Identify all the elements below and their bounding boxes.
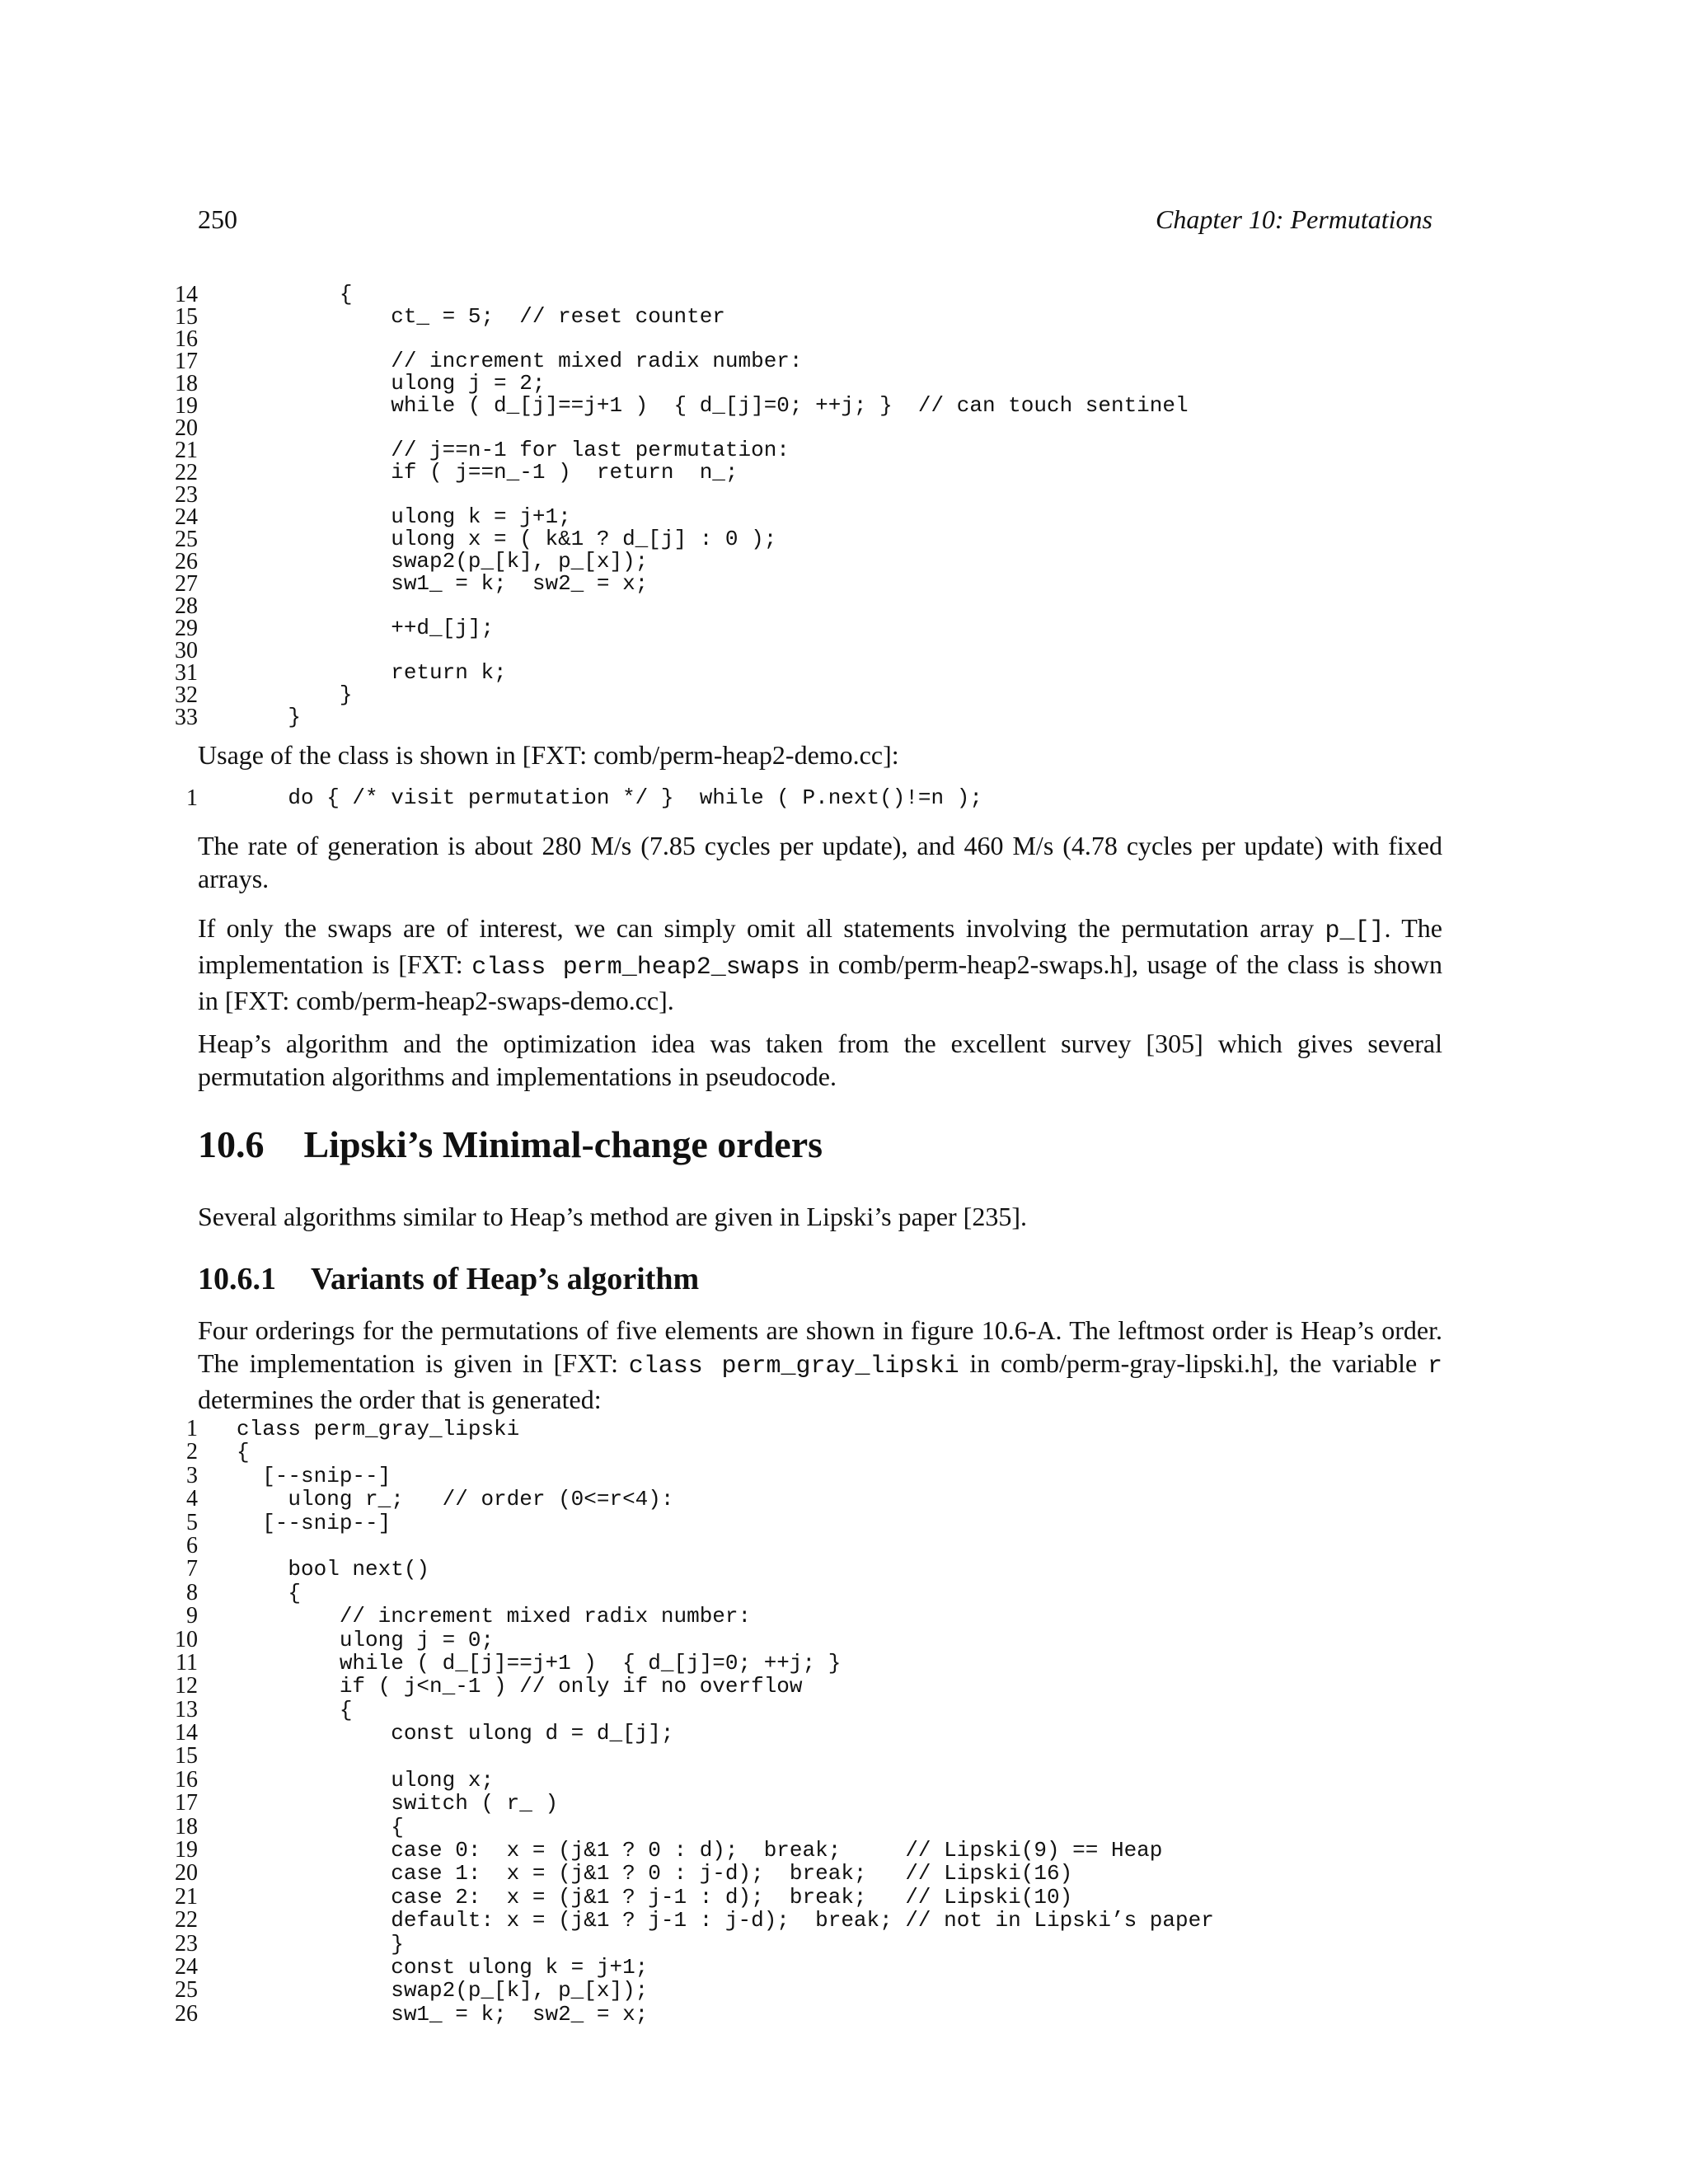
- code-line: [165, 1979, 1451, 2002]
- code-line: [165, 1696, 1451, 1722]
- code-text: ulong j = 2;: [237, 371, 546, 396]
- code-line: [165, 1579, 1451, 1605]
- line-number: 20: [175, 1860, 198, 1886]
- line-number: 21: [175, 438, 198, 463]
- line-number: 33: [175, 705, 198, 730]
- swaps-text-a: If only the swaps are of interest, we can simply omit all statements involving the permutation array: [198, 913, 1325, 943]
- line-number: 16: [175, 326, 198, 352]
- section-heading: [198, 1122, 823, 1166]
- code-line: [165, 1418, 1451, 1441]
- swaps-text-b: . The implementation is [FXT:: [198, 913, 1443, 979]
- variants-text-a: Four orderings for the permutations of five elements are shown in figure 10.6-A. The leftmost order is Heap’s order. The implementation is given in [FXT:: [198, 1315, 1442, 1378]
- line-number: 1: [186, 785, 198, 811]
- code-line: [165, 417, 1451, 439]
- code-text: {: [237, 282, 353, 307]
- code-line: [165, 640, 1451, 662]
- code-text: case 0: x = (j&1 ? 0 : d); break; // Lipski(9) == Heap: [237, 1838, 1163, 1863]
- code-text: sw1_ = k; sw2_ = x;: [237, 571, 649, 596]
- code-line: [165, 1813, 1451, 1840]
- line-number: 22: [175, 1907, 198, 1933]
- usage-code-listing: [165, 785, 1451, 811]
- code-text: ulong k = j+1;: [237, 504, 571, 529]
- swaps-code-b: class perm_heap2_swaps: [471, 954, 800, 982]
- code-text: // increment mixed radix number:: [237, 349, 803, 373]
- code-line: [165, 1626, 1451, 1652]
- code-line: [165, 551, 1451, 573]
- section-intro: Several algorithms similar to Heap’s method are given in Lipski’s paper [235].: [198, 1202, 1027, 1231]
- line-number: 25: [175, 527, 198, 552]
- code-line: [165, 2000, 1451, 2027]
- code-text: const ulong d = d_[j];: [237, 1721, 674, 1746]
- code-line: [165, 1722, 1451, 1745]
- page-number: 250: [198, 204, 237, 234]
- line-number: 23: [175, 482, 198, 508]
- code-line: [165, 1953, 1451, 1980]
- code-text: // j==n-1 for last permutation:: [237, 438, 790, 462]
- code-text: swap2(p_[k], p_[x]);: [237, 549, 649, 574]
- line-number: 9: [186, 1603, 198, 1629]
- line-number: 16: [175, 1766, 198, 1793]
- subsection-title: Variants of Heap’s algorithm: [311, 1262, 700, 1296]
- line-number: 24: [175, 1953, 198, 1980]
- code-text: default: x = (j&1 ? j-1 : j-d); break; // not in Lipski’s paper: [237, 1908, 1214, 1933]
- code-text: {: [237, 1440, 250, 1465]
- code-text: sw1_ = k; sw2_ = x;: [237, 2001, 649, 2027]
- code-text: if ( j==n_-1 ) return n_;: [237, 460, 738, 485]
- line-number: 18: [175, 371, 198, 396]
- code-line: [165, 306, 1451, 328]
- code-text: }: [237, 705, 302, 729]
- line-number: 30: [175, 638, 198, 663]
- usage-paragraph: Usage of the class is shown in [FXT: comb/perm-heap2-demo.cc]:: [198, 740, 899, 770]
- line-number: 13: [175, 1696, 198, 1722]
- code-text: if ( j<n_-1 ) // only if no overflow: [237, 1674, 803, 1699]
- code-text: swap2(p_[k], p_[x]);: [237, 1978, 649, 2004]
- code-text: ulong x;: [237, 1767, 495, 1793]
- code-text: class perm_gray_lipski: [237, 1417, 520, 1441]
- line-number: 20: [175, 415, 198, 441]
- code-text: case 1: x = (j&1 ? 0 : j-d); break; // Lipski(16): [237, 1861, 1073, 1886]
- line-number: 15: [175, 304, 198, 330]
- code-line: [165, 1462, 1451, 1488]
- line-number: 10: [175, 1626, 198, 1652]
- code-line: [165, 1930, 1451, 1957]
- code-line: [165, 484, 1451, 506]
- variants-text-b: in comb/perm-gray-lipski.h], the variable: [959, 1348, 1428, 1378]
- line-number: 1: [186, 1416, 198, 1441]
- code-line: [165, 439, 1451, 462]
- code-listing-2: [165, 1418, 1451, 2026]
- code-line: [165, 328, 1451, 350]
- code-line: [165, 1511, 1451, 1535]
- rate-paragraph: The rate of generation is about 280 M/s (7.85 cycles per update), and 460 M/s (4.78 cycles per update) with fixed arrays.: [198, 831, 1442, 893]
- code-line: [165, 528, 1451, 551]
- code-text: case 2: x = (j&1 ? j-1 : d); break; // Lipski(10): [237, 1884, 1073, 1910]
- code-line: [165, 617, 1451, 640]
- code-line: [165, 1558, 1451, 1581]
- code-text: switch ( r_ ): [237, 1791, 559, 1816]
- code-text: const ulong k = j+1;: [237, 1954, 649, 1980]
- swaps-paragraph: [198, 912, 1442, 1017]
- subsection-heading: [198, 1261, 699, 1297]
- line-number: 5: [186, 1509, 198, 1535]
- code-text: {: [237, 1580, 302, 1605]
- line-number: 21: [175, 1883, 198, 1910]
- code-line: [165, 1605, 1451, 1628]
- variants-text-c: determines the order that is generated:: [198, 1385, 602, 1414]
- line-number: 14: [175, 1720, 198, 1746]
- line-number: 19: [175, 1837, 198, 1863]
- code-text: bool next(): [237, 1557, 430, 1582]
- code-line: [165, 785, 1451, 811]
- swaps-text-c: in comb/perm-heap2-swaps.h], usage of the class is shown in [FXT: comb/perm-heap2-swaps-demo.cc].: [198, 949, 1443, 1015]
- code-listing-1: [165, 284, 1451, 729]
- line-number: 7: [186, 1556, 198, 1582]
- survey-paragraph: Heap’s algorithm and the optimization idea was taken from the excellent survey [305] which gives several permutation algorithms and implementations in pseudocode.: [198, 1029, 1442, 1091]
- variants-code-b: r: [1428, 1352, 1443, 1380]
- code-line: [165, 1909, 1451, 1932]
- code-line: [165, 662, 1451, 684]
- code-text: do { /* visit permutation */ } while ( P.next()!=n );: [237, 785, 982, 810]
- code-line: [165, 284, 1451, 306]
- code-text: [--snip--]: [237, 1463, 392, 1488]
- code-text: }: [237, 682, 353, 707]
- line-number: 11: [176, 1649, 198, 1675]
- code-line: [165, 395, 1451, 417]
- code-line: [165, 1883, 1451, 1910]
- code-line: [165, 350, 1451, 373]
- section-number: 10.6: [198, 1123, 265, 1165]
- line-number: 32: [175, 682, 198, 708]
- code-text: // increment mixed radix number:: [237, 1604, 752, 1629]
- code-text: ulong r_; // order (0<=r<4):: [237, 1487, 674, 1512]
- code-text: ulong x = ( k&1 ? d_[j] : 0 );: [237, 527, 777, 551]
- section-title: Lipski’s Minimal-change orders: [303, 1123, 823, 1165]
- code-line: [165, 595, 1451, 617]
- code-text: while ( d_[j]==j+1 ) { d_[j]=0; ++j; } // can touch sentinel: [237, 393, 1189, 418]
- code-text: ++d_[j];: [237, 616, 495, 640]
- code-text: [--snip--]: [237, 1510, 392, 1535]
- line-number: 19: [175, 393, 198, 419]
- code-text: return k;: [237, 660, 507, 685]
- code-line: [165, 1862, 1451, 1885]
- code-line: [165, 1649, 1451, 1675]
- line-number: 17: [175, 349, 198, 374]
- line-number: 23: [175, 1930, 198, 1957]
- code-line: [165, 1488, 1451, 1511]
- line-number: 18: [175, 1813, 198, 1840]
- variants-paragraph: [198, 1314, 1442, 1416]
- code-text: {: [237, 1814, 404, 1840]
- code-line: [165, 1745, 1451, 1768]
- code-text: {: [237, 1697, 353, 1722]
- code-line: [165, 1839, 1451, 1862]
- line-number: 26: [175, 549, 198, 574]
- code-line: [165, 1792, 1451, 1815]
- line-number: 14: [175, 282, 198, 307]
- code-line: [165, 1441, 1451, 1464]
- line-number: 6: [186, 1532, 198, 1558]
- line-number: 31: [175, 660, 198, 686]
- subsection-number: 10.6.1: [198, 1262, 276, 1296]
- code-text: ct_ = 5; // reset counter: [237, 304, 725, 329]
- line-number: 27: [175, 571, 198, 597]
- line-number: 17: [175, 1790, 198, 1816]
- line-number: 29: [175, 616, 198, 641]
- variants-code-a: class perm_gray_lipski: [628, 1352, 959, 1380]
- code-line: [165, 462, 1451, 484]
- code-line: [165, 706, 1451, 729]
- code-line: [165, 373, 1451, 395]
- code-text: while ( d_[j]==j+1 ) { d_[j]=0; ++j; }: [237, 1650, 842, 1675]
- code-line: [165, 1675, 1451, 1698]
- line-number: 15: [175, 1743, 198, 1769]
- line-number: 25: [175, 1977, 198, 2004]
- code-line: [165, 573, 1451, 595]
- line-number: 26: [175, 2000, 198, 2027]
- line-number: 2: [186, 1439, 198, 1465]
- code-line: [165, 1766, 1451, 1793]
- code-text: }: [237, 1931, 404, 1957]
- line-number: 28: [175, 593, 198, 619]
- line-number: 24: [175, 504, 198, 530]
- line-number: 8: [186, 1579, 198, 1605]
- code-line: [165, 506, 1451, 528]
- line-number: 3: [186, 1462, 198, 1488]
- running-head: Chapter 10: Permutations: [1156, 204, 1432, 234]
- line-number: 4: [186, 1486, 198, 1512]
- code-line: [165, 1532, 1451, 1558]
- code-line: [165, 684, 1451, 706]
- line-number: 12: [175, 1673, 198, 1699]
- code-text: ulong j = 0;: [237, 1627, 495, 1652]
- line-number: 22: [175, 460, 198, 485]
- swaps-code-a: p_[]: [1325, 917, 1385, 945]
